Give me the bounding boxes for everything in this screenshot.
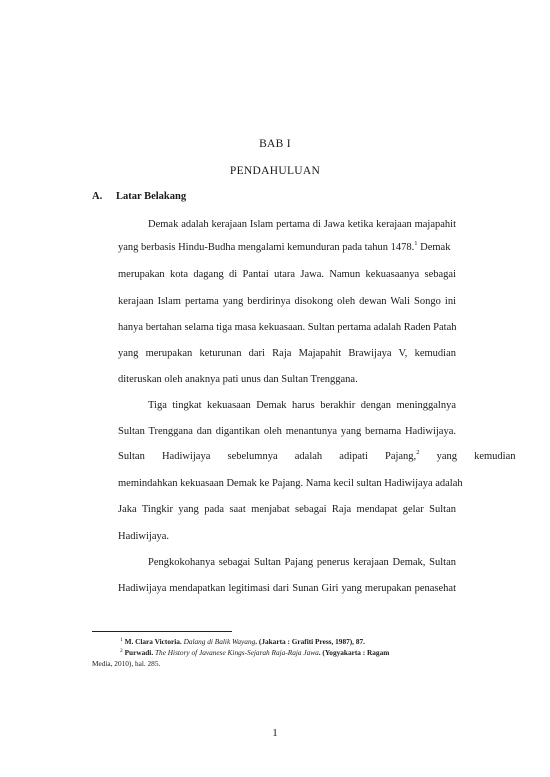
chapter-title: PENDAHULUAN xyxy=(229,165,321,177)
paragraph-line: yang merupakan keturunan dari Raja Majapahit Brawijaya V, kemudian xyxy=(118,348,456,359)
section-title: Latar Belakang xyxy=(116,191,187,202)
page-number: 1 xyxy=(272,727,278,739)
section-heading xyxy=(92,191,186,202)
section-letter: A. xyxy=(92,191,103,202)
paragraph-line: Pengkokohanya sebagai Sultan Pajang penerus kerajaan Demak, Sultan xyxy=(148,557,456,568)
paragraph-line: Sultan Hadiwijaya sebelumnya adalah adipati Pajang,$^2$ yang kemudian xyxy=(118,449,516,462)
paragraph-line: diteruskan oleh anaknya pati unus dan Sultan Trenggana. xyxy=(118,374,358,385)
paragraph-line: merupakan kota dagang di Pantai utara Jawa. Namun kekuasaanya sebagai xyxy=(118,269,456,280)
chapter-number: BAB I xyxy=(259,138,291,150)
footnote-2: $^2$ Purwadi. The History of Javanese Kings-Sejarah Raja-Raja Jawa. (Yogyakarta : Ragam xyxy=(120,648,390,657)
paragraph-line: kerajaan Islam pertama yang berdirinya disokong oleh dewan Wali Songo ini xyxy=(118,296,456,307)
paragraph-line: Hadiwijaya. xyxy=(118,531,170,542)
paragraph-line: Tiga tingkat kekuasaan Demak harus berakhir dengan meninggalnya xyxy=(148,400,456,411)
footnote-separator xyxy=(92,631,232,632)
paragraph-line: hanya bertahan selama tiga masa kekuasaan. Sultan pertama adalah Raden Patah xyxy=(118,322,457,333)
footnote-ref: 1 xyxy=(414,240,418,247)
footnote-2-continuation: Media, 2010), hal. 285. xyxy=(92,659,161,668)
paragraph-line: Jaka Tingkir yang pada saat menjabat sebagai Raja mendapat gelar Sultan xyxy=(118,504,456,515)
paragraph-line: yang berbasis Hindu-Budha mengalami kemunduran pada tahun 1478.$^1$ Demak xyxy=(118,240,451,253)
footnote-ref: 2 xyxy=(416,449,420,456)
paragraph-line: Hadiwijaya mendapatkan legitimasi dari Sunan Giri yang merupakan penasehat xyxy=(118,583,456,594)
paragraph-line: Demak adalah kerajaan Islam pertama di Jawa ketika kerajaan majapahit xyxy=(148,219,456,230)
paragraph-line: Sultan Trenggana dan digantikan oleh menantunya yang bernama Hadiwijaya. xyxy=(118,426,456,437)
footnote-1: $^1$ M. Clara Victoria. Dalang di Balik Wayang. (Jakarta : Grafiti Press, 1987), 87. xyxy=(120,637,365,646)
paragraph-line: memindahkan kekuasaan Demak ke Pajang. Nama kecil sultan Hadiwijaya adalah xyxy=(118,478,463,489)
